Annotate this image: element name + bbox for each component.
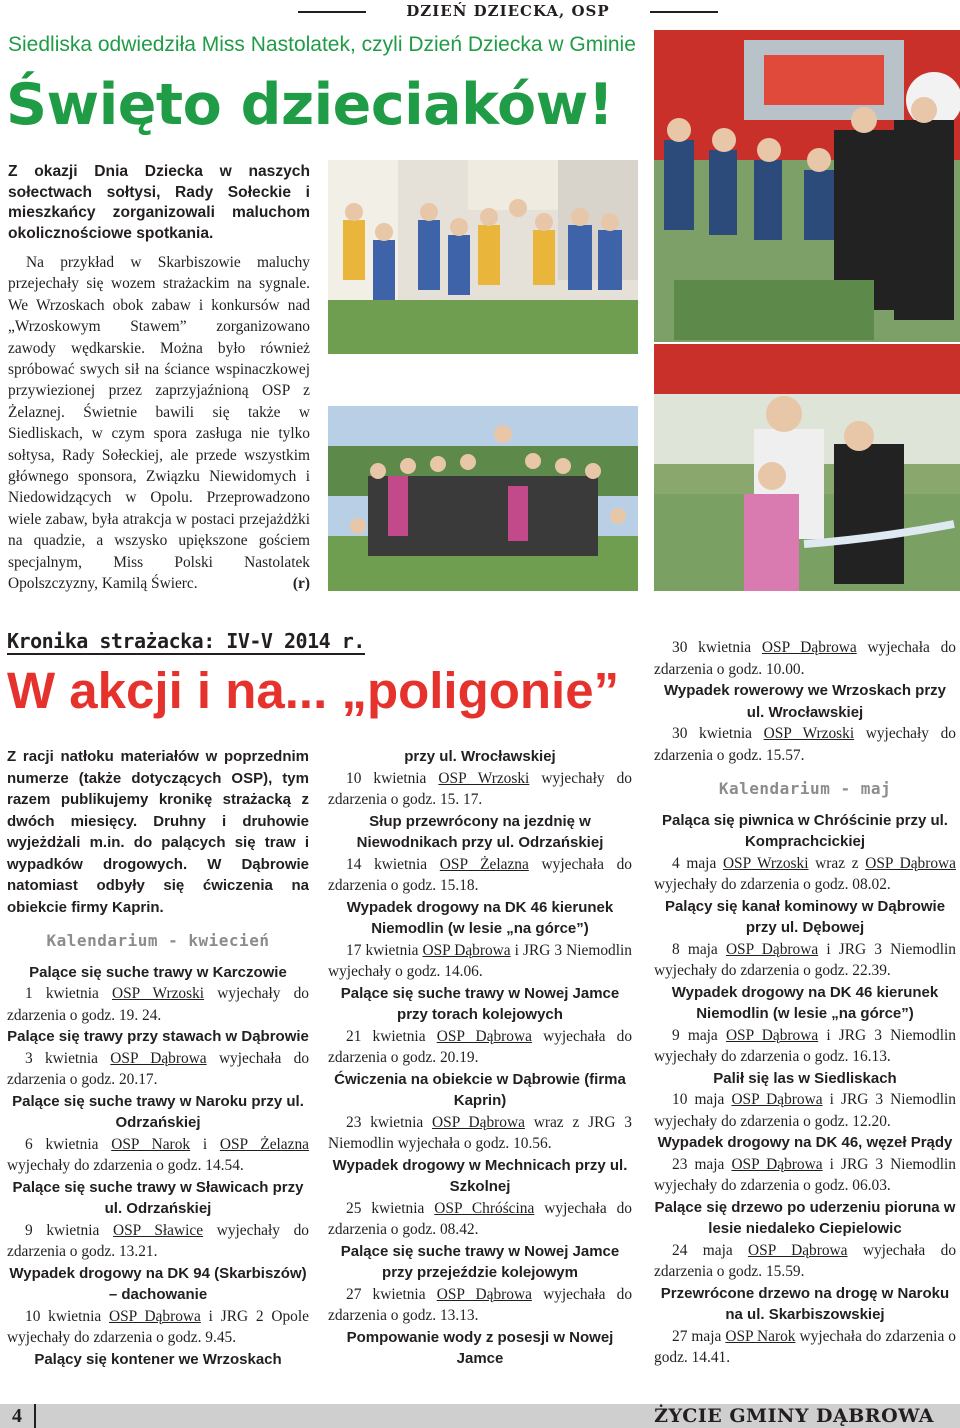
photo-group-building: [328, 160, 638, 354]
kronika-column-2: [328, 746, 632, 1370]
event-details: 24 maja OSP Dąbrowa wyjechała do zdarzenia o godz. 15.59.: [654, 1241, 957, 1280]
page-number: 4: [12, 1405, 22, 1427]
event-details: 3 kwietnia OSP Dąbrowa wyjechała do zdarzenia o godz. 20.17.: [7, 1049, 310, 1088]
event-title: Palące się drzewo po uderzeniu pioruna w lesie niedaleko Ciepielowic: [654, 1198, 956, 1237]
event-title: Wypadek drogowy na DK 46, węzeł Prądy: [657, 1134, 953, 1151]
event-title: Palił się las w Siedliskach: [713, 1069, 897, 1087]
kronika-column-1: [7, 746, 309, 1370]
event-title: Wypadek drogowy na DK 46 kierunek Niemodlin (w lesie „na górce”): [346, 898, 614, 937]
event-title: Pompowanie wody z posesji w Nowej Jamce: [346, 1328, 614, 1367]
photo-fire-hose: [654, 344, 960, 591]
event-title: Przewrócone drzewo na drogę w Naroku na ul. Skarbiszowskiej: [660, 1284, 950, 1323]
event-details: 1 kwietnia OSP Wrzoski wyjechały do zdarzenia o godz. 19. 24.: [7, 985, 309, 1024]
page-footer: [0, 1404, 960, 1428]
event-details: 14 kwietnia OSP Żelazna wyjechała do zdarzenia o godz. 15.18.: [328, 855, 632, 894]
event-details: 10 maja OSP Dąbrowa i JRG 3 Niemodlin wyjechały do zdarzenia o godz. 12.20.: [654, 1091, 957, 1130]
article-lead: Z okazji Dnia Dziecka w naszych sołectwach sołtysi, Rady Sołeckie i mieszkańcy zorganizowali maluchom okolicznościowe spotkania.: [8, 163, 310, 242]
event-title: Palące się suche trawy w Nowej Jamce przy przejeździe kolejowym: [340, 1242, 620, 1281]
event-title: Paląca się piwnica w Chróścinie przy ul. Komprachcickiej: [662, 811, 948, 850]
event-details: 21 kwietnia OSP Dąbrowa wyjechała do zdarzenia o godz. 20.19.: [328, 1027, 633, 1066]
event-title: przy ul. Wrocławskiej: [404, 748, 556, 765]
kronika-title: W akcji i na... „poligonie”: [7, 662, 620, 719]
kalendarium-maj: Kalendarium - maj: [718, 779, 892, 798]
event-details: 10 kwietnia OSP Dąbrowa i JRG 2 Opole wyjechały do zdarzenia o godz. 9.45.: [7, 1307, 309, 1346]
kronika-intro: Z racji natłoku materiałów w poprzednim numerze (także dotyczących OSP), tym razem publikujemy kronikę strażacką z dwóch miesięcy. Druhny i druhowie wyjeżdżali m.in. do palących się traw i wypadków drogowych. W Dąbrowie natomiast odbyły się ćwiczenia na obiekcie firmy Kaprin.: [7, 748, 309, 916]
event-title: Wypadek drogowy w Mechnicach przy ul. Szkolnej: [332, 1156, 628, 1195]
section-tag: [298, 2, 718, 22]
event-title: Słup przewrócony na jezdnię w Niewodnikach przy ul. Odrzańskiej: [356, 812, 604, 851]
event-title: Ćwiczenia na obiekcie w Dąbrowie (firma Kaprin): [334, 1070, 626, 1109]
event-details: 23 kwietnia OSP Dąbrowa wraz z JRG 3 Niemodlin wyjechała o godz. 10.56.: [328, 1113, 632, 1152]
event-details: 8 maja OSP Dąbrowa i JRG 3 Niemodlin wyjechały do zdarzenia o godz. 22.39.: [654, 940, 956, 979]
event-details: 4 maja OSP Wrzoski wraz z OSP Dąbrowa wyjechały do zdarzenia o godz. 08.02.: [654, 854, 956, 893]
kronika-column-3: [654, 637, 956, 1369]
event-details: 10 kwietnia OSP Wrzoski wyjechały do zdarzenia o godz. 15. 17.: [328, 769, 632, 808]
article-body-text: Na przykład w Skarbiszowie maluchy przejechały się wozem strażackim na sygnale. We Wrzoskach obok zabaw i konkursów nad „Wrzoskowym Stawem” zorganizowano zawody wędkarskie. Można było również spróbować swych sił na ściance wspinaczkowej przywiezionej przez zaprzyjaźnioną OSP z Żelaznej. Świetnie bawili się także w Siedliskach, w czym spora zasługa nie tylko sołtysa, Rady Sołeckiej, ale przede wszystkim głównego sponsora, Związku Niewidomych i Niedowidzących w Opolu. Przeprowadzono wiele zabaw, była atrakcja w postaci przejażdżki na quadzie, a wszysko upiększone gościem specjalnym, Miss Polski Nastolatek Opolszczyzny, Kamilą Świerc.: [8, 254, 310, 593]
event-title: Wypadek drogowy na DK 94 (Skarbiszów) – dachowanie: [9, 1264, 307, 1303]
footer-divider: [34, 1404, 36, 1428]
event-title: Palące się suche trawy w Naroku przy ul. Odrzańskiej: [12, 1092, 304, 1131]
event-details: 30 kwietnia OSP Wrzoski wyjechały do zdarzenia o godz. 15.57.: [654, 725, 956, 764]
event-title: Wypadek rowerowy we Wrzoskach przy ul. Wrocławskiej: [663, 682, 947, 721]
event-details: 9 kwietnia OSP Sławice wyjechały do zdarzenia o godz. 13.21.: [7, 1221, 309, 1260]
section-rule-right: [650, 11, 718, 13]
article-title: Święto dzieciaków!: [6, 72, 614, 138]
event-title: Palące się suche trawy w Karczowie: [29, 963, 287, 981]
event-title: Palące się suche trawy w Sławicach przy ul. Odrzańskiej: [12, 1178, 304, 1217]
masthead: ŻYCIE GMINY DĄBROWA: [654, 1405, 934, 1427]
kronika-label: Kronika strażacka: IV-V 2014 r.: [7, 629, 365, 653]
event-details: 27 maja OSP Narok wyjechała do zdarzenia o godz. 14.41.: [654, 1327, 956, 1366]
event-details: 27 kwietnia OSP Dąbrowa wyjechała do zdarzenia o godz. 13.13.: [328, 1285, 633, 1324]
event-details: 6 kwietnia OSP Narok i OSP Żelazna wyjechały do zdarzenia o godz. 14.54.: [7, 1135, 309, 1174]
event-title: Palące się trawy przy stawach w Dąbrowie: [7, 1028, 309, 1045]
event-title: Palące się suche trawy w Nowej Jamce przy torach kolejowych: [340, 984, 620, 1023]
article-subtitle: Siedliska odwiedziła Miss Nastolatek, czyli Dzień Dziecka w Gminie: [8, 33, 636, 56]
article-body: [8, 252, 310, 595]
event-title: Wypadek drogowy na DK 46 kierunek Niemodlin (w lesie „na górce”): [671, 983, 939, 1022]
event-details: 25 kwietnia OSP Chróścina wyjechała do zdarzenia o godz. 08.42.: [328, 1199, 633, 1238]
event-details: 23 maja OSP Dąbrowa i JRG 3 Niemodlin wyjechały do zdarzenia o godz. 06.03.: [654, 1155, 957, 1194]
section-label: DZIEŃ DZIECKA, OSP: [406, 2, 610, 20]
event-title: Palący się kontener we Wrzoskach: [34, 1350, 282, 1368]
event-details: 9 maja OSP Dąbrowa i JRG 3 Niemodlin wyjechały do zdarzenia o godz. 16.13.: [654, 1026, 956, 1065]
photo-fire-truck: [654, 30, 960, 342]
article-signature: (r): [292, 575, 310, 593]
photo-group-grass: [328, 406, 638, 591]
event-title: Palący się kanał kominowy w Dąbrowie przy ul. Dębowej: [664, 897, 946, 936]
event-details: 17 kwietnia OSP Dąbrowa i JRG 3 Niemodlin wyjechały o godz. 14.06.: [328, 941, 632, 980]
kalendarium-kwiecien: Kalendarium - kwiecień: [46, 931, 270, 950]
event-details: 30 kwietnia OSP Dąbrowa wyjechała do zdarzenia o godz. 10.00.: [654, 639, 956, 678]
